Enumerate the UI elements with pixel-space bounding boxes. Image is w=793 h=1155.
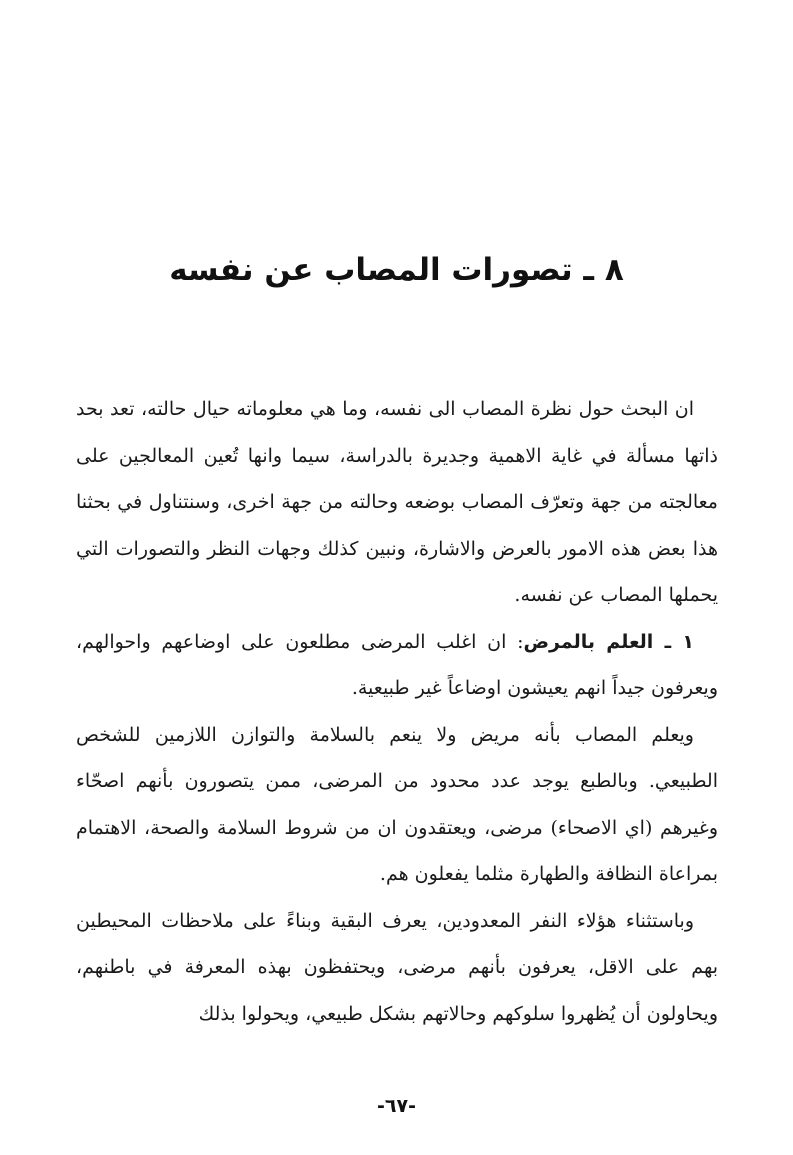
chapter-title: ٨ ـ تصورات المصاب عن نفسه: [169, 252, 624, 288]
paragraph-intro: ان البحث حول نظرة المصاب الى نفسه، وما هي معلوماته حيال حالته، تعد بحد ذاتها مسألة في غاية الاهمية وجديرة بالدراسة، سيما وانها تُعين المعالجين على معالجته من جهة وتعرّف المصاب بوضعه وحالته من جهة اخرى، وسنتناول في بحثنا هذا بعض هذه الامور بالعرض والاشارة، ونبين كذلك وجهات النظر والتصورات التي يحملها المصاب عن نفسه.: [76, 398, 718, 606]
section-label: ١ ـ العلم بالمرض: [523, 630, 694, 653]
paragraph-text: : ان اغلب المرضى مطلعون على اوضاعهم واحوالهم، ويعرفون جيداً انهم يعيشون اوضاعاً غير طبيعية.: [76, 630, 718, 699]
body-text: [76, 386, 718, 1037]
page-number: -٦٧-: [377, 1095, 416, 1117]
paragraph-knowledge-of-illness: [76, 619, 718, 712]
paragraph-patient-awareness: ويعلم المصاب بأنه مريض ولا ينعم بالسلامة والتوازن اللازمين للشخص الطبيعي. وبالطبع يوجد عدد محدود من المرضى، ممن يتصورون بأنهم اصحّاء وغيرهم (اي الاصحاء) مرضى، ويعتقدون ان من شروط السلامة والصحة، الاهتمام بمراعاة النظافة والطهارة مثلما يفعلون هم.: [76, 723, 718, 885]
paragraph-exceptions: وباستثناء هؤلاء النفر المعدودين، يعرف البقية وبناءً على ملاحظات المحيطين بهم على الاقل، يعرفون بأنهم مرضى، ويحتفظون بهذه المعرفة في باطنهم، ويحاولون أن يُظهروا سلوكهم وحالاتهم بشكل طبيعي، ويحولوا بذلك: [76, 909, 718, 1025]
